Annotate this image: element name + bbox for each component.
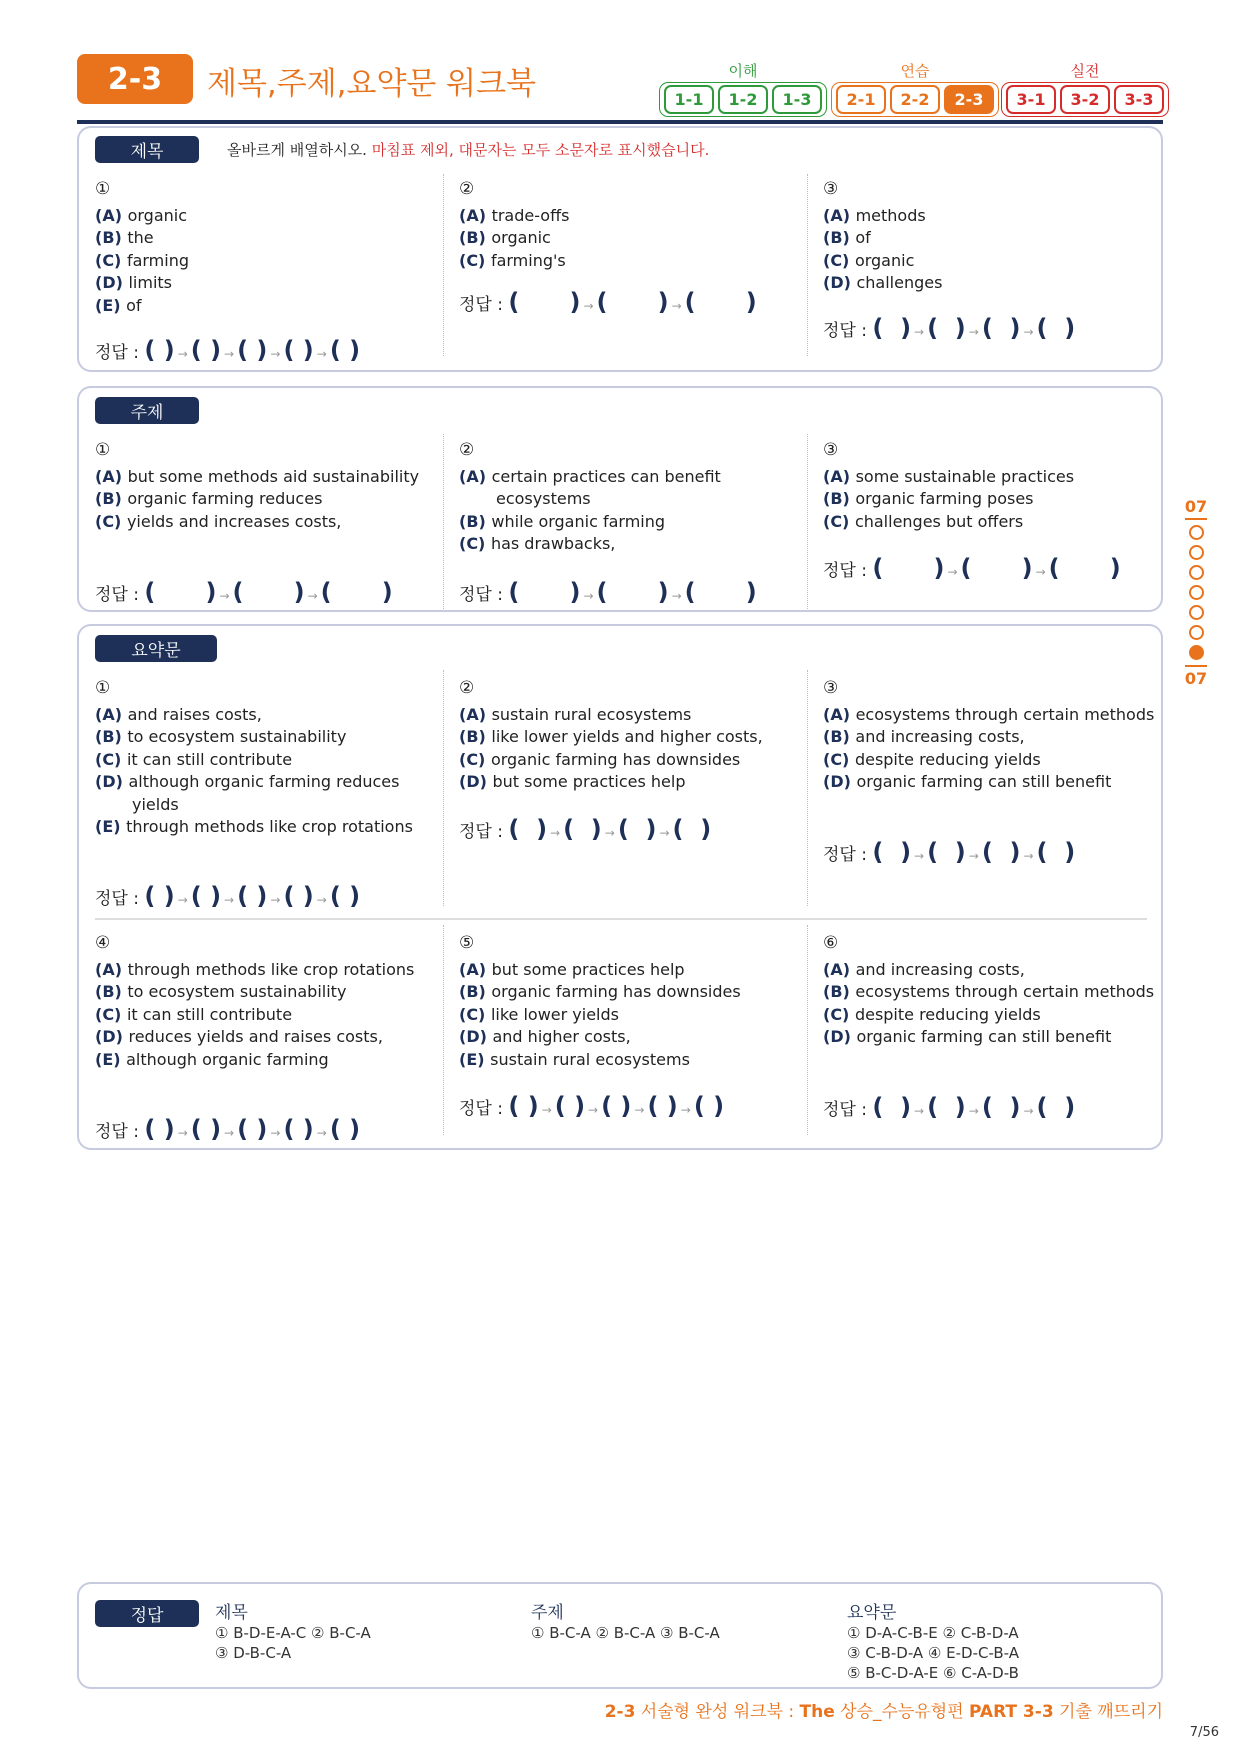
column-divider	[807, 670, 808, 906]
summary-row-divider	[95, 918, 1147, 920]
topic-tag: 주제	[95, 397, 199, 424]
answer-blank[interactable]: ( )	[684, 578, 757, 606]
question-number: ⑥	[823, 933, 839, 953]
side-index	[1183, 497, 1209, 688]
question-number: ②	[459, 678, 475, 698]
word-chunk: (A) ecosystems through certain methods	[823, 704, 1155, 724]
answer-blank[interactable]: ( )	[508, 578, 581, 606]
answer-blank-row[interactable]: 정답 : ( ) → ( ) → ( )	[823, 554, 1121, 582]
word-chunk: (C) like lower yields	[459, 1004, 619, 1024]
question-number: ④	[95, 933, 111, 953]
answer-blank[interactable]: ( )	[1048, 554, 1121, 582]
word-chunk: (A) organic	[95, 205, 188, 225]
answer-blank[interactable]: ( )	[554, 1092, 586, 1120]
word-chunk: (A) and increasing costs,	[823, 959, 1025, 979]
word-chunk: (C) challenges but offers	[823, 511, 1024, 531]
answer-key-summary-line2: ③ C-B-D-A ④ E-D-C-B-A	[847, 1644, 1019, 1662]
side-index-top: 07	[1184, 497, 1208, 516]
answer-blank-row[interactable]: 정답 : ( ) → ( ) → ( ) → ( )	[459, 815, 712, 843]
title-question-2	[459, 178, 794, 272]
title-question-3	[823, 178, 1158, 295]
question-number: ①	[95, 440, 111, 460]
answer-blank[interactable]: ( )	[144, 882, 175, 910]
answer-key-tag: 정답	[95, 1600, 199, 1627]
chapter-dot	[1189, 525, 1204, 540]
answer-key-title-line2: ③ D-B-C-A	[215, 1644, 292, 1662]
answer-blank[interactable]: ( )	[144, 578, 217, 606]
nav-button-2-1[interactable]: 2-1	[836, 85, 886, 114]
word-chunk: (A) through methods like crop rotations	[95, 959, 415, 979]
footer-text: 2-3 서술형 완성 워크북 : The 상승_수능유형편 PART 3-3 기출 깨뜨리기	[604, 1702, 1163, 1722]
answer-blank-row[interactable]: 정답 : ( ) → ( ) → ( ) → ( )	[823, 314, 1076, 342]
word-chunk: (A) certain practices can benefit ecosystems	[459, 466, 721, 508]
answer-blank[interactable]: ( )	[693, 1092, 725, 1120]
question-number: ②	[459, 440, 475, 460]
word-chunk: (B) ecosystems through certain methods	[823, 982, 1155, 1001]
answer-blank[interactable]: ( )	[872, 314, 912, 342]
answer-blank[interactable]: ( )	[508, 1092, 539, 1120]
answer-blank-row[interactable]: 정답 : ( ) → ( ) → ( ) → ( )	[823, 838, 1076, 866]
answer-blank[interactable]: ( )	[237, 882, 268, 910]
question-number: ③	[823, 440, 839, 460]
answer-blank[interactable]: ( )	[601, 1092, 632, 1120]
answer-blank[interactable]: ( )	[596, 288, 669, 316]
word-chunk: (C) organic farming has downsides	[459, 749, 741, 769]
answer-blank-row[interactable]: 정답 : ( ) → ( ) → ( ) → ( )	[823, 1093, 1076, 1121]
word-chunk: (B) to ecosystem sustainability	[95, 982, 347, 1001]
word-chunk: (C) has drawbacks,	[459, 534, 616, 553]
answer-blank[interactable]: ( )	[283, 882, 314, 910]
topic-question-2	[459, 439, 794, 556]
word-chunk: (B) organic farming has downsides	[459, 982, 741, 1001]
column-divider	[807, 434, 808, 609]
column-divider	[807, 925, 808, 1135]
answer-blank[interactable]: ( )	[684, 288, 757, 316]
answer-blank[interactable]: ( )	[144, 336, 175, 364]
word-chunk: (D) limits	[95, 273, 173, 292]
word-chunk: (D) organic farming can still benefit	[823, 1027, 1112, 1046]
answer-blank[interactable]: ( )	[647, 1092, 678, 1120]
answer-blank[interactable]: ( )	[617, 815, 657, 843]
answer-blank-row[interactable]: 정답 : ( ) → ( ) → ( ) → ( ) → ( )	[95, 336, 361, 364]
chapter-dot	[1189, 545, 1204, 560]
answer-blank[interactable]: ( )	[672, 815, 712, 843]
nav-button-2-3[interactable]: 2-3	[944, 85, 994, 114]
answer-blank-row[interactable]: 정답 : ( ) → ( ) → ( ) → ( ) → ( )	[95, 882, 361, 910]
answer-key-summary-line1: ① D-A-C-B-E ② C-B-D-A	[847, 1624, 1019, 1642]
word-chunk: (C) organic	[823, 250, 915, 270]
word-chunk: (D) organic farming can still benefit	[823, 772, 1112, 791]
answer-key-title-line1: ① B-D-E-A-C ② B-C-A	[215, 1624, 371, 1642]
summary-question-2	[459, 677, 794, 794]
answer-blank[interactable]: ( )	[1036, 1093, 1076, 1121]
word-chunk: (D) but some practices help	[459, 772, 686, 791]
summary-question-3	[823, 677, 1158, 794]
answer-key-summary-label: 요약문	[847, 1603, 897, 1623]
word-chunk: (E) sustain rural ecosystems	[459, 1049, 690, 1069]
word-chunk: (E) of	[95, 295, 142, 315]
nav-button-1-2[interactable]: 1-2	[718, 85, 768, 114]
answer-blank-row[interactable]: 정답 : ( ) → ( ) → ( ) → ( ) → ( )	[95, 1115, 361, 1143]
question-number: ②	[459, 179, 475, 199]
nav-group-label: 실전	[1070, 62, 1100, 80]
word-chunk: (B) of	[823, 228, 871, 247]
nav-button-3-1[interactable]: 3-1	[1006, 85, 1056, 114]
nav-button-1-1[interactable]: 1-1	[664, 85, 714, 114]
question-number: ③	[823, 179, 839, 199]
answer-key-topic-label: 주제	[531, 1603, 564, 1623]
answer-blank[interactable]: ( )	[320, 578, 393, 606]
answer-blank[interactable]: ( )	[283, 336, 314, 364]
word-chunk: (A) some sustainable practices	[823, 466, 1075, 486]
title-tag: 제목	[95, 136, 199, 163]
answer-blank-row[interactable]: 정답 : ( ) → ( ) → ( )	[459, 288, 757, 316]
answer-blank-row[interactable]: 정답 : ( ) → ( ) → ( )	[95, 578, 393, 606]
word-chunk: (B) organic farming reduces	[95, 489, 323, 508]
word-chunk: (B) organic	[459, 228, 551, 247]
answer-blank[interactable]: ( )	[190, 1115, 222, 1143]
nav-button-2-2[interactable]: 2-2	[890, 85, 940, 114]
chapter-dot	[1189, 645, 1204, 660]
word-chunk: (A) methods	[823, 205, 926, 225]
question-number: ⑤	[459, 933, 475, 953]
answer-blank[interactable]: ( )	[596, 578, 669, 606]
chapter-dot	[1189, 605, 1204, 620]
word-chunk: (D) although organic farming reduces yields	[95, 772, 400, 814]
answer-blank[interactable]: ( )	[329, 882, 361, 910]
header-divider	[77, 120, 1163, 124]
word-chunk: (B) the	[95, 228, 154, 247]
word-chunk: (A) and raises costs,	[95, 704, 262, 724]
column-divider	[807, 174, 808, 356]
word-chunk: (B) to ecosystem sustainability	[95, 727, 347, 746]
word-chunk: (A) but some practices help	[459, 959, 685, 979]
summary-tag: 요약문	[95, 635, 217, 662]
word-chunk: (B) while organic farming	[459, 511, 666, 531]
answer-blank[interactable]: ( )	[1036, 838, 1076, 866]
answer-key-title-label: 제목	[215, 1603, 248, 1623]
nav-group-label: 이해	[728, 62, 758, 80]
page-title: 제목,주제,요약문 워크북	[207, 66, 537, 102]
column-divider	[443, 670, 444, 906]
word-chunk: (E) through methods like crop rotations	[95, 817, 413, 836]
section-badge: 2-3	[77, 54, 193, 104]
answer-key-summary-line3: ⑤ B-C-D-A-E ⑥ C-A-D-B	[847, 1664, 1019, 1682]
nav-button-3-2[interactable]: 3-2	[1060, 85, 1110, 114]
word-chunk: (B) like lower yields and higher costs,	[459, 727, 763, 746]
answer-blank[interactable]: ( )	[190, 336, 222, 364]
summary-question-6	[823, 932, 1158, 1049]
word-chunk: (D) and higher costs,	[459, 1027, 631, 1046]
word-chunk: (A) trade-offs	[459, 205, 570, 225]
answer-blank[interactable]: ( )	[144, 1115, 175, 1143]
word-chunk: (C) farming's	[459, 250, 566, 270]
answer-blank[interactable]: ( )	[872, 554, 945, 582]
answer-blank[interactable]: ( )	[981, 1093, 1021, 1121]
question-number: ①	[95, 678, 111, 698]
word-chunk: (D) challenges	[823, 273, 943, 292]
answer-blank[interactable]: ( )	[329, 336, 361, 364]
answer-blank[interactable]: ( )	[927, 838, 966, 866]
chapter-dot	[1189, 625, 1204, 640]
word-chunk: (C) yields and increases costs,	[95, 511, 342, 531]
question-number: ③	[823, 678, 839, 698]
summary-question-5	[459, 932, 794, 1071]
word-chunk: (E) although organic farming	[95, 1049, 329, 1069]
summary-question-4	[95, 932, 430, 1071]
answer-blank[interactable]: ( )	[237, 336, 268, 364]
word-chunk: (C) it can still contribute	[95, 749, 293, 769]
topic-question-1	[95, 439, 430, 533]
page-number: 7/56	[1189, 1725, 1219, 1740]
answer-blank[interactable]: ( )	[981, 838, 1021, 866]
nav-button-3-3[interactable]: 3-3	[1114, 85, 1164, 114]
answer-blank[interactable]: ( )	[872, 838, 912, 866]
word-chunk: (B) organic farming poses	[823, 489, 1034, 508]
answer-blank[interactable]: ( )	[563, 815, 602, 843]
answer-blank[interactable]: ( )	[190, 882, 222, 910]
instruction-text: 올바르게 배열하시오. 마침표 제외, 대문자는 모두 소문자로 표시했습니다.	[227, 141, 710, 159]
answer-blank-row[interactable]: 정답 : ( ) → ( ) → ( )	[459, 578, 757, 606]
answer-blank[interactable]: ( )	[283, 1115, 314, 1143]
summary-question-1	[95, 677, 430, 839]
topic-question-3	[823, 439, 1158, 533]
answer-blank[interactable]: ( )	[927, 1093, 966, 1121]
answer-blank[interactable]: ( )	[329, 1115, 361, 1143]
word-chunk: (C) despite reducing yields	[823, 1004, 1041, 1024]
word-chunk: (D) reduces yields and raises costs,	[95, 1027, 383, 1046]
answer-blank-row[interactable]: 정답 : ( ) → ( ) → ( ) → ( ) → ( )	[459, 1092, 725, 1120]
word-chunk: (B) and increasing costs,	[823, 727, 1025, 746]
title-question-1	[95, 178, 430, 317]
column-divider	[443, 925, 444, 1135]
word-chunk: (A) but some methods aid sustainability	[95, 466, 420, 486]
word-chunk: (C) it can still contribute	[95, 1004, 293, 1024]
column-divider	[443, 434, 444, 609]
chapter-dot	[1189, 585, 1204, 600]
word-chunk: (C) despite reducing yields	[823, 749, 1041, 769]
answer-blank[interactable]: ( )	[1036, 314, 1076, 342]
answer-blank[interactable]: ( )	[981, 314, 1021, 342]
answer-blank[interactable]: ( )	[508, 815, 548, 843]
answer-key-topic-line1: ① B-C-A ② B-C-A ③ B-C-A	[531, 1624, 720, 1642]
nav-group-label: 연습	[900, 62, 930, 80]
answer-blank[interactable]: ( )	[508, 288, 581, 316]
answer-blank[interactable]: ( )	[237, 1115, 268, 1143]
answer-blank[interactable]: ( )	[927, 314, 966, 342]
column-divider	[443, 174, 444, 356]
answer-blank[interactable]: ( )	[960, 554, 1033, 582]
word-chunk: (A) sustain rural ecosystems	[459, 704, 692, 724]
side-index-bottom: 07	[1184, 669, 1208, 688]
answer-blank[interactable]: ( )	[232, 578, 305, 606]
nav-button-1-3[interactable]: 1-3	[772, 85, 822, 114]
question-number: ①	[95, 179, 111, 199]
word-chunk: (C) farming	[95, 250, 189, 270]
answer-blank[interactable]: ( )	[872, 1093, 912, 1121]
chapter-dot	[1189, 565, 1204, 580]
